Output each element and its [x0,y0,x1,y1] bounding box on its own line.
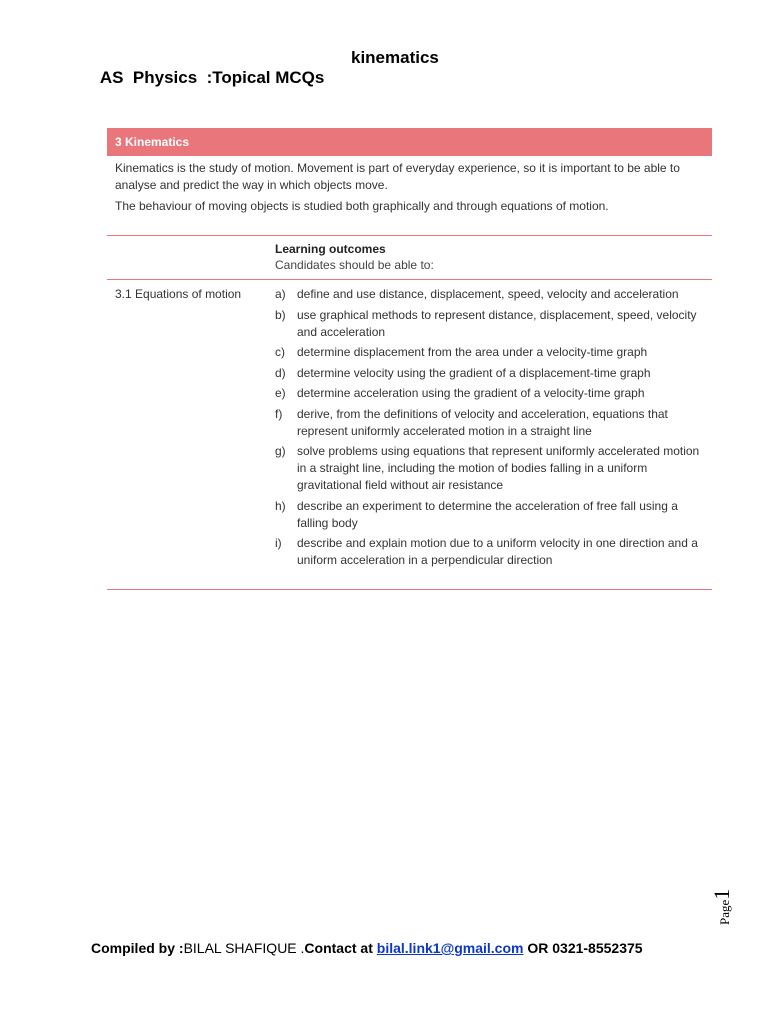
learning-outcomes-body [107,280,712,589]
outcome-text: determine velocity using the gradient of a displacement-time graph [297,365,651,380]
outcome-text: determine displacement from the area under a velocity-time graph [297,345,648,359]
outcome-text: define and use distance, displacement, speed, velocity and acceleration [297,287,679,301]
section-title-bar: 3 Kinematics [107,128,712,156]
outcome-item [275,344,712,361]
outcome-marker: f) [275,406,283,421]
header-topic: kinematics [351,48,439,67]
outcome-marker: h) [275,498,286,513]
page-header [91,48,439,108]
learning-outcomes-header [107,236,712,279]
page-number [709,875,749,925]
outcome-marker: a) [275,287,286,301]
footer [91,940,643,956]
subsection-label: 3.1 Equations of motion [115,287,242,301]
email-link[interactable]: bilal.link1@gmail.com [376,940,524,956]
outcome-text: use graphical methods to represent distance, displacement, speed, velocity and acceleration [297,307,697,339]
outcome-marker: g) [275,444,286,458]
syllabus-excerpt [107,128,712,590]
contact-label: Contact at [304,940,377,956]
divider [107,589,712,590]
outcome-item [275,535,712,569]
outcome-item [275,385,712,402]
outcome-item [275,286,712,303]
outcome-text: describe and explain motion due to a uniform velocity in one direction and a uniform acceleration in a perpendicular direction [297,536,698,567]
outcome-marker: b) [275,307,286,322]
intro-paragraph: Kinematics is the study of motion. Movement is part of everyday experience, so it is important to be able to analyse and predict the way in which objects move. [115,161,680,192]
page-word: Page [717,899,732,925]
outcome-marker: d) [275,365,286,380]
outcome-text: solve problems using equations that represent uniformly accelerated motion in a straight line, including the motion of bodies falling in a uniform gravitational field without air resistance [297,444,700,492]
page-number-value: 1 [709,888,734,900]
outcomes-list [275,286,712,573]
outcome-item [275,406,712,440]
outcome-marker: c) [275,345,285,359]
outcome-item [275,365,712,382]
learning-outcomes-title: Learning outcomes [275,242,386,256]
outcome-marker: i) [275,536,282,550]
outcome-item [275,443,712,494]
compiled-label: Compiled by : [91,940,184,956]
author-name: BILAL SHAFIQUE . [183,940,305,956]
outcome-text: derive, from the definitions of velocity and acceleration, equations that represent uniformly accelerated motion in a straight line [297,406,668,438]
intro-paragraph: The behaviour of moving objects is studied both graphically and through equations of motion. [115,199,609,213]
learning-outcomes-subtitle: Candidates should be able to: [275,258,434,272]
outcome-marker: e) [275,386,286,400]
section-intro [107,156,712,215]
outcome-text: determine acceleration using the gradient of a velocity-time graph [297,386,645,400]
outcome-text: describe an experiment to determine the acceleration of free fall using a falling body [297,498,678,530]
outcome-item [275,498,712,532]
header-title: AS Physics :Topical MCQs [99,68,325,87]
phone-number: OR 0321-8552375 [523,940,643,956]
outcome-item [275,307,712,341]
